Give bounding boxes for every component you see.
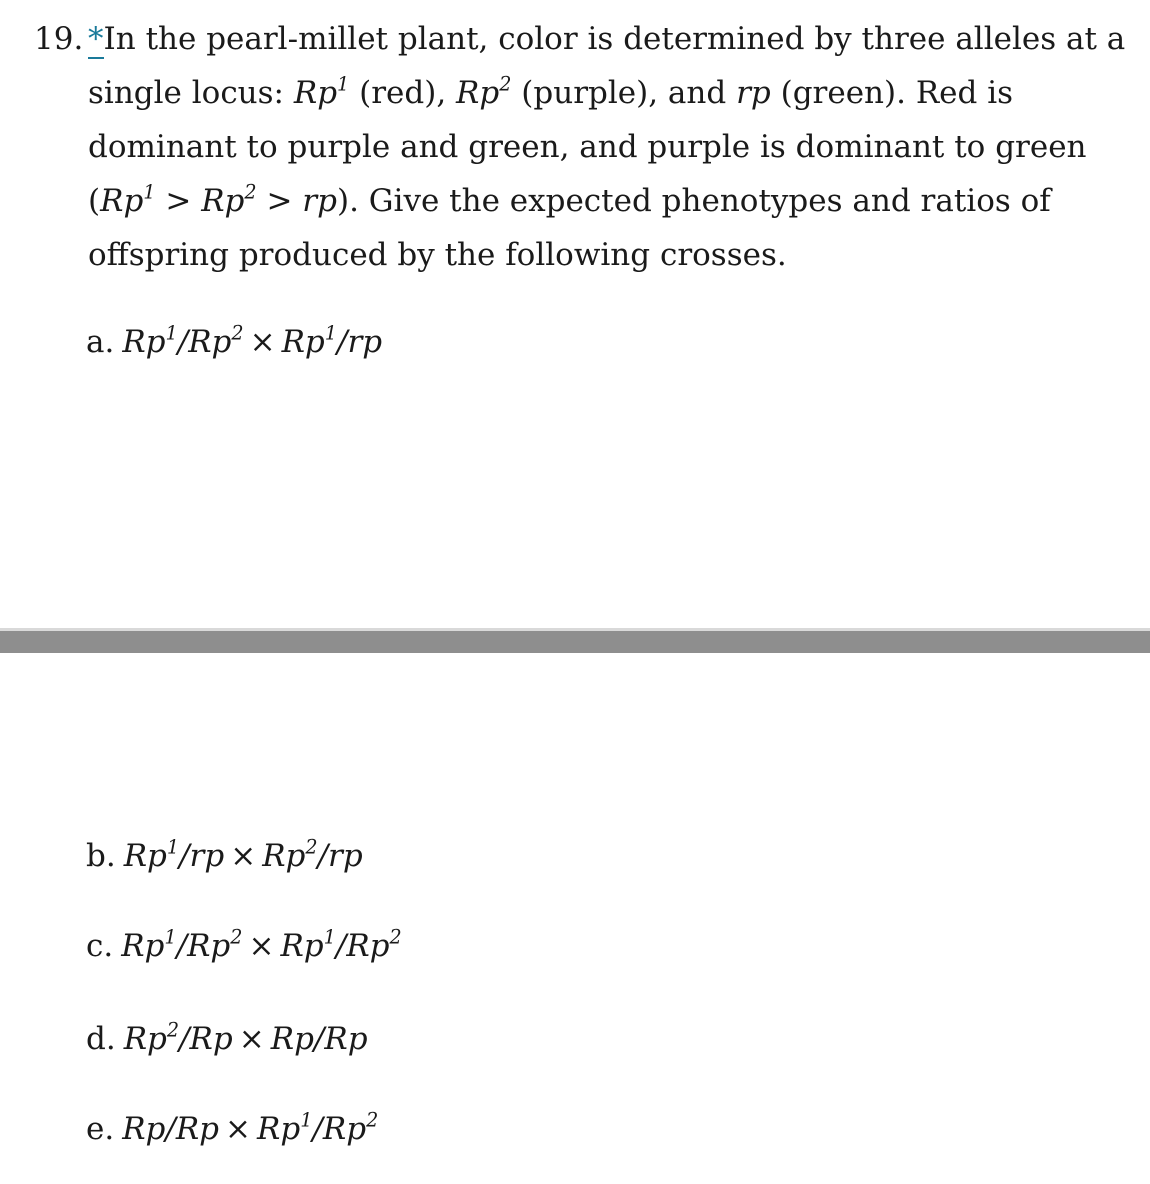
allele-rp1: Rp$^1$ (293, 72, 350, 111)
parent-2: Rp$^1$/rp (281, 321, 383, 360)
cross-symbol: × (249, 324, 276, 360)
cross-symbol: × (230, 838, 257, 874)
dominance-order-1: Rp$^1$ (100, 180, 156, 219)
cross-part-d: d. $Rp^2/Rp \times Rp/Rp$ (86, 1018, 368, 1057)
parent-2: Rp$^2$/rp (262, 835, 363, 874)
parent-2: Rp$^1$/Rp$^2$ (257, 1108, 379, 1147)
allele-rp: rp (736, 75, 771, 111)
cross-part-c: c. $Rp^1/Rp^2 \times Rp^1/Rp^2$ (86, 925, 402, 964)
question-number: 19. (34, 21, 84, 57)
page-divider (0, 628, 1150, 653)
parent-1: Rp/Rp (122, 1111, 220, 1147)
parent-1: Rp$^2$/Rp (123, 1018, 233, 1057)
cross-symbol: × (248, 928, 275, 964)
dominance-order-2: Rp$^2$ (201, 180, 257, 219)
parent-2: Rp/Rp (270, 1021, 368, 1057)
allele-rp2: Rp$^2$ (456, 72, 512, 111)
parent-2: Rp$^1$/Rp$^2$ (280, 925, 402, 964)
cross-part-e: e. $Rp/Rp \times Rp^1/Rp^2$ (86, 1108, 379, 1147)
cross-part-b: b. $Rp^1/rp \times Rp^2/rp$ (86, 835, 363, 874)
question-text: *In the pearl-millet plant, color is determined by three alleles at a single locus: Rp$^1$ (red), Rp$^2$ (purple), and rp (green). Red is dominant to purple and green, and purple is dominant to green $(Rp^1 > Rp^2 > rp)$. Give the expected phenotypes and ratios of offspring produced by the following crosses. (88, 21, 1126, 273)
answer-star-link[interactable]: * (88, 21, 104, 57)
parent-1: Rp$^1$/Rp$^2$ (122, 321, 244, 360)
question-19 (34, 12, 1134, 282)
dominance-order-3: rp (302, 183, 337, 219)
cross-symbol: × (225, 1111, 252, 1147)
cross-symbol: × (238, 1021, 265, 1057)
parent-1: Rp$^1$/Rp$^2$ (121, 925, 243, 964)
cross-part-a: a. $Rp^1/Rp^2 \times Rp^1/rp$ (86, 321, 383, 360)
parent-1: Rp$^1$/rp (123, 835, 225, 874)
